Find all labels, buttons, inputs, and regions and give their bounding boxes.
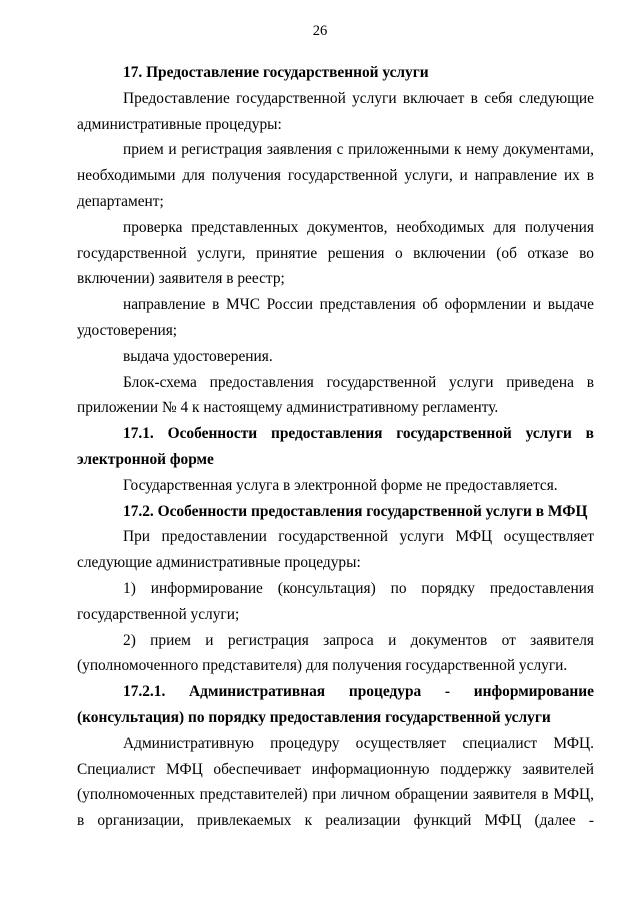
paragraph: При предоставлении государственной услуги МФЦ осуществляет следующие административные процедуры:: [77, 528, 594, 572]
section-heading: 17. Предоставление государственной услуги: [123, 64, 429, 81]
page-number: 26: [312, 23, 328, 39]
paragraph: Блок-схема предоставления государственной услуги приведена в приложении № 4 к настоящему административному регламенту.: [77, 373, 594, 417]
paragraph: Предоставление государственной услуги включает в себя следующие административные процедуры:: [77, 89, 594, 133]
list-item: выдача удостоверения.: [123, 347, 273, 365]
list-item: прием и регистрация заявления с приложенными к нему документами, необходимыми для получения государственной услуги, и направление их в департамент;: [77, 141, 594, 210]
subsection-heading: 17.2.1. Административная процедура - информирование (консультация) по порядку предоставления государственной услуги: [77, 683, 594, 726]
subsection-heading: 17.2. Особенности предоставления государственной услуги в МФЦ: [123, 502, 588, 520]
list-item: 1) информирование (консультация) по порядку предоставления государственной услуги;: [77, 579, 594, 623]
subsection-heading: 17.1. Особенности предоставления государственной услуги в электронной форме: [77, 425, 594, 468]
paragraph: Государственная услуга в электронной форме не предоставляется.: [123, 476, 558, 494]
list-item: 2) прием и регистрация запроса и документов от заявителя (уполномоченного представителя) для получения государственной услуги.: [77, 631, 594, 675]
list-item: проверка представленных документов, необходимых для получения государственной услуги, принятие решения о включении (об отказе во включении) заявителя в реестр;: [77, 218, 594, 288]
document-body: [77, 60, 594, 834]
paragraph: Административную процедуру осуществляет специалист МФЦ. Специалист МФЦ обеспечивает информационную поддержку заявителей (уполномоченных представителей) при личном обращении заявителя в МФЦ, в организации, привлекаемых к реализации функций МФЦ (далее -: [77, 734, 594, 830]
list-item: направление в МЧС России представления об оформлении и выдаче удостоверения;: [77, 296, 594, 339]
